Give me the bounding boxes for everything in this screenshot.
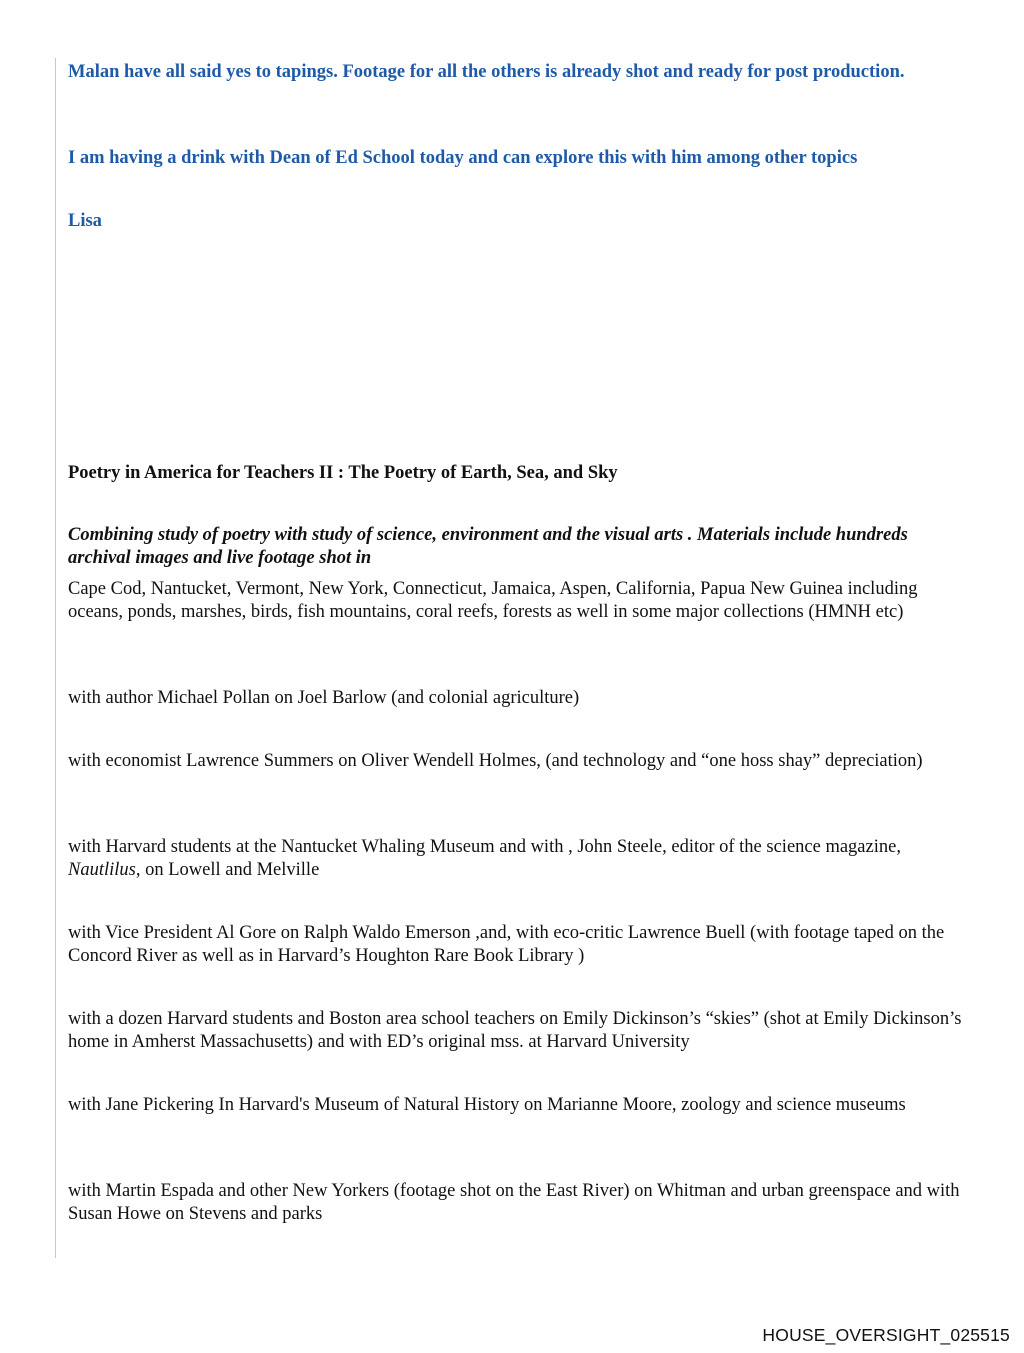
list-item [68,836,968,882]
reply-paragraph-1: Malan have all said yes to tapings. Footage for all the others is already shot and ready for post production. [68,62,905,82]
proposal-title: Poetry in America for Teachers II : The Poetry of Earth, Sea, and Sky [68,463,618,483]
list-item-text: , on Lowell and Melville [135,860,320,880]
list-item: with Jane Pickering In Harvard's Museum of Natural History on Marianne Moore, zoology and science museums [68,1095,906,1115]
bates-stamp: HOUSE_OVERSIGHT_025515 [762,1325,1010,1345]
quote-bar [55,58,56,1258]
signature: Lisa [68,211,102,231]
list-item: with Martin Espada and other New Yorkers (footage shot on the East River) on Whitman and urban greenspace and with Susan Howe on Stevens and parks [68,1181,960,1224]
list-item: with a dozen Harvard students and Boston area school teachers on Emily Dickinson’s “skies” (shot at Emily Dickinson’s home in Amherst Massachusetts) and with ED’s original mss. at Harvard University [68,1009,962,1052]
list-item: with Vice President Al Gore on Ralph Waldo Emerson ,and, with eco-critic Lawrence Buell (with footage taped on the Concord River as well as in Harvard’s Houghton Rare Book Library ) [68,923,945,966]
list-item: with author Michael Pollan on Joel Barlow (and colonial agriculture) [68,688,580,708]
reply-paragraph-2: I am having a drink with Dean of Ed School today and can explore this with him among other topics [68,148,858,168]
list-item: with economist Lawrence Summers on Oliver Wendell Holmes, (and technology and “one hoss shay” depreciation) [68,751,923,771]
proposal-locations: Cape Cod, Nantucket, Vermont, New York, Connecticut, Jamaica, Aspen, California, Papua New Guinea including oceans, ponds, marshes, birds, fish mountains, coral reefs, forests as well in some major collections (HMNH etc) [68,579,918,622]
magazine-title: Nautlilus [68,860,136,880]
list-item-text: with Harvard students at the Nantucket Whaling Museum and with , John Steele, editor of the science magazine, [68,837,901,857]
proposal-intro: Combining study of poetry with study of science, environment and the visual arts . Materials include hundreds archival images and live footage shot in [68,525,908,568]
